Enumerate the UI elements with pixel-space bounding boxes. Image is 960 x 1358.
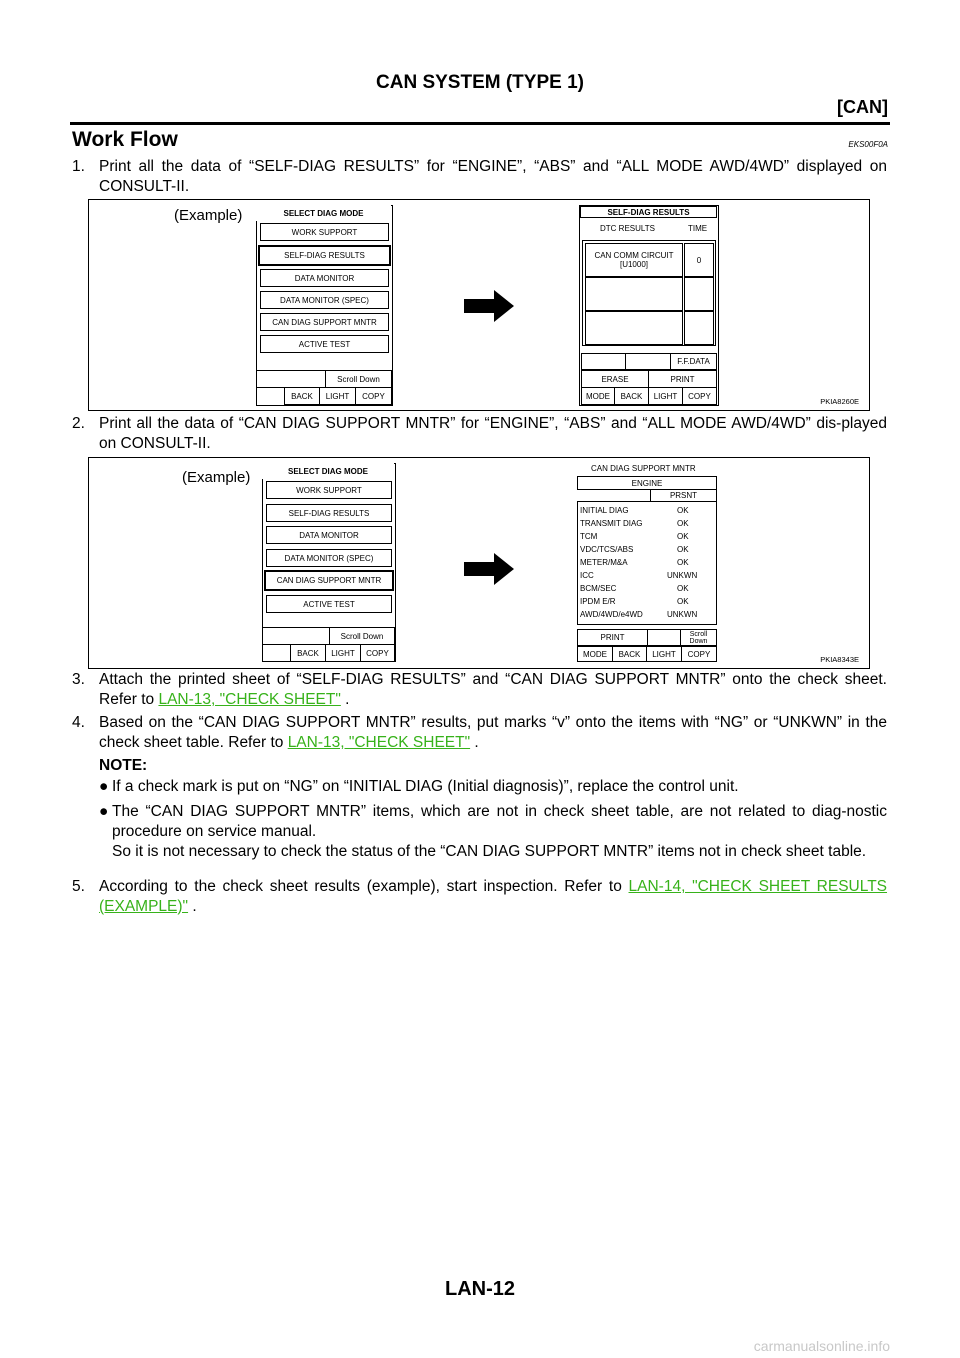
back-button[interactable]: BACK <box>284 387 320 405</box>
light-button[interactable]: LIGHT <box>325 644 361 662</box>
note-label: NOTE: <box>99 757 148 774</box>
page-header-title: CAN SYSTEM (TYPE 1) <box>376 72 584 93</box>
page-number: LAN-12 <box>444 1278 515 1300</box>
back-button[interactable]: BACK <box>612 646 647 662</box>
list-item <box>577 584 717 597</box>
menu-item-data-monitor[interactable]: DATA MONITOR <box>260 269 389 287</box>
menu-item-work-support[interactable]: WORK SUPPORT <box>260 223 389 241</box>
step-number: 1. <box>72 158 85 175</box>
figure-self-diag <box>88 199 870 411</box>
item-status: OK <box>677 506 689 515</box>
dtc-time: 0 <box>684 243 714 277</box>
monitor-title: CAN DIAG SUPPORT MNTR <box>591 464 696 473</box>
check-sheet-link[interactable]: LAN-13, "CHECK SHEET" <box>158 691 341 708</box>
item-name: INITIAL DIAG <box>580 506 629 515</box>
step-3 <box>72 670 887 710</box>
monitor-prsnt-label: PRSNT <box>650 489 717 502</box>
header-rule <box>70 122 890 125</box>
page-header-subtitle: [CAN] <box>837 97 888 117</box>
back-button[interactable]: BACK <box>290 644 326 662</box>
print-button[interactable]: PRINT <box>577 629 648 646</box>
erase-button[interactable]: ERASE <box>581 370 649 388</box>
figure-caption: (Example) <box>174 207 243 224</box>
scroll-down-button[interactable] <box>680 629 717 646</box>
step-text-wrap <box>99 670 887 710</box>
note-bullet-2 <box>99 802 887 862</box>
empty-row <box>585 311 683 345</box>
step-text-end: . <box>470 734 479 751</box>
check-sheet-results-link[interactable]: LAN-14, "CHECK SHEET RESULTS (EXAMPLE)" <box>99 878 888 915</box>
list-item <box>577 558 717 571</box>
bullet-text: If a check mark is put on “NG” on “INITIAL DIAG (Initial diagnosis)”, replace the control unit. <box>112 778 739 795</box>
scroll-down-button[interactable]: Scroll Down <box>325 370 392 388</box>
time-header: TIME <box>688 224 708 233</box>
step-5 <box>72 877 887 917</box>
item-name: IPDM E/R <box>580 597 616 606</box>
empty-row <box>684 277 714 311</box>
menu-item-work-support[interactable]: WORK SUPPORT <box>266 481 392 499</box>
bullet-text-continued: So it is not necessary to check the status of the “CAN DIAG SUPPORT MNTR” items not in check sheet table. <box>112 843 867 860</box>
check-sheet-link[interactable]: LAN-13, "CHECK SHEET" <box>287 734 471 751</box>
item-name: AWD/4WD/e4WD <box>580 610 643 619</box>
item-status: OK <box>677 558 689 567</box>
menu-item-active-test[interactable]: ACTIVE TEST <box>266 595 392 613</box>
consult-menu-screen <box>256 205 393 406</box>
menu-item-data-monitor-spec[interactable]: DATA MONITOR (SPEC) <box>260 291 389 309</box>
item-status: OK <box>677 597 689 606</box>
list-item <box>577 610 717 623</box>
step-text: According to the check sheet results (example), start inspection. Refer to <box>99 878 629 895</box>
menu-item-can-diag-support[interactable]: CAN DIAG SUPPORT MNTR <box>264 570 394 591</box>
figure-id: PKIA8260E <box>820 397 859 406</box>
down-label: Down <box>689 637 708 645</box>
dtc-code: [U1000] <box>619 260 649 269</box>
scroll-label: Scroll <box>689 630 708 638</box>
monitor-engine-label: ENGINE <box>577 476 717 490</box>
mode-button[interactable]: MODE <box>581 387 615 405</box>
results-title: SELF-DIAG RESULTS <box>580 206 717 218</box>
step-text-end: . <box>188 898 197 915</box>
dtc-results-header: DTC RESULTS <box>600 224 655 233</box>
menu-item-can-diag-support[interactable]: CAN DIAG SUPPORT MNTR <box>260 313 389 331</box>
item-name: TCM <box>580 532 598 541</box>
self-diag-results-screen <box>579 205 719 406</box>
note-bullet-1 <box>99 777 887 797</box>
empty-row <box>585 277 683 311</box>
step-text-wrap <box>99 877 887 917</box>
consult-menu-screen <box>262 463 396 662</box>
step-number: 3. <box>72 671 85 688</box>
step-number: 4. <box>72 714 85 731</box>
figure-can-diag-monitor <box>88 457 870 669</box>
item-name: ICC <box>580 571 594 580</box>
light-button[interactable]: LIGHT <box>646 646 682 662</box>
monitor-items <box>577 506 717 623</box>
list-item <box>577 506 717 519</box>
step-text: Attach the printed sheet of “SELF-DIAG RESULTS” and “CAN DIAG SUPPORT MNTR” onto the check sheet. Refer to <box>99 671 887 708</box>
menu-item-active-test[interactable]: ACTIVE TEST <box>260 335 389 353</box>
bullet-text: The “CAN DIAG SUPPORT MNTR” items, which are not in check sheet table, are not related to diag-nostic procedure on service manual. <box>112 803 887 840</box>
figure-id: PKIA8343E <box>820 655 859 664</box>
step-number: 2. <box>72 415 85 432</box>
list-item <box>577 532 717 545</box>
list-item <box>577 519 717 532</box>
item-status: UNKWN <box>667 610 698 619</box>
print-button[interactable]: PRINT <box>648 370 717 388</box>
step-2 <box>72 414 887 454</box>
section-title: Work Flow <box>72 128 178 151</box>
item-name: METER/M&A <box>580 558 628 567</box>
menu-title: SELECT DIAG MODE <box>262 463 394 479</box>
right-arrow-icon <box>464 290 514 322</box>
list-item <box>577 597 717 610</box>
item-status: OK <box>677 584 689 593</box>
list-item <box>577 571 717 584</box>
step-1 <box>72 157 887 197</box>
watermark: carmanualsonline.info <box>753 1338 890 1354</box>
mode-button[interactable]: MODE <box>577 646 613 662</box>
light-button[interactable]: LIGHT <box>319 387 356 405</box>
step-number: 5. <box>72 878 85 895</box>
copy-button[interactable]: COPY <box>682 387 717 405</box>
menu-item-self-diag-results[interactable]: SELF-DIAG RESULTS <box>266 504 392 522</box>
back-button[interactable]: BACK <box>614 387 649 405</box>
section-code: EKS00F0A <box>848 140 888 149</box>
blank-cell <box>625 353 671 370</box>
step-text: Print all the data of “SELF-DIAG RESULTS” for “ENGINE”, “ABS” and “ALL MODE AWD/4WD” displayed on CONSULT-II. <box>99 158 887 195</box>
ffdata-button[interactable]: F.F.DATA <box>670 353 717 370</box>
bullet-icon: ● <box>99 778 109 795</box>
blank-cell <box>256 370 326 388</box>
item-status: OK <box>677 545 689 554</box>
blank-cell <box>262 627 330 645</box>
list-item <box>577 545 717 558</box>
step-text-end: . <box>340 691 350 708</box>
copy-button[interactable]: COPY <box>681 646 717 662</box>
item-status: UNKWN <box>667 571 698 580</box>
item-status: OK <box>677 532 689 541</box>
figure-caption: (Example) <box>182 469 251 486</box>
item-status: OK <box>677 519 689 528</box>
step-text-wrap <box>99 713 887 753</box>
dtc-cell <box>585 243 683 277</box>
blank-cell <box>581 353 626 370</box>
item-name: VDC/TCS/ABS <box>580 545 634 554</box>
step-text: Print all the data of “CAN DIAG SUPPORT MNTR” for “ENGINE”, “ABS” and “ALL MODE AWD/4WD” dis-played on CONSULT-II. <box>99 415 887 452</box>
step-text: Based on the “CAN DIAG SUPPORT MNTR” results, put marks “v” onto the items with “NG” or “UNKWN” in the check sheet table. Refer to <box>99 714 887 751</box>
bullet-icon: ● <box>99 803 109 820</box>
item-name: TRANSMIT DIAG <box>580 519 643 528</box>
right-arrow-icon <box>464 553 514 585</box>
menu-item-self-diag-results[interactable]: SELF-DIAG RESULTS <box>258 245 391 266</box>
light-button[interactable]: LIGHT <box>648 387 683 405</box>
menu-item-data-monitor-spec[interactable]: DATA MONITOR (SPEC) <box>266 549 392 567</box>
scroll-down-button[interactable]: Scroll Down <box>329 627 395 645</box>
menu-item-data-monitor[interactable]: DATA MONITOR <box>266 526 392 544</box>
copy-button[interactable]: COPY <box>360 644 395 662</box>
item-name: BCM/SEC <box>580 584 617 593</box>
can-diag-monitor-screen <box>577 462 717 662</box>
empty-row <box>684 311 714 345</box>
copy-button[interactable]: COPY <box>355 387 392 405</box>
dtc-name: CAN COMM CIRCUIT <box>594 251 674 260</box>
blank-cell <box>647 629 681 646</box>
menu-title: SELECT DIAG MODE <box>256 205 391 221</box>
step-4 <box>72 713 887 753</box>
